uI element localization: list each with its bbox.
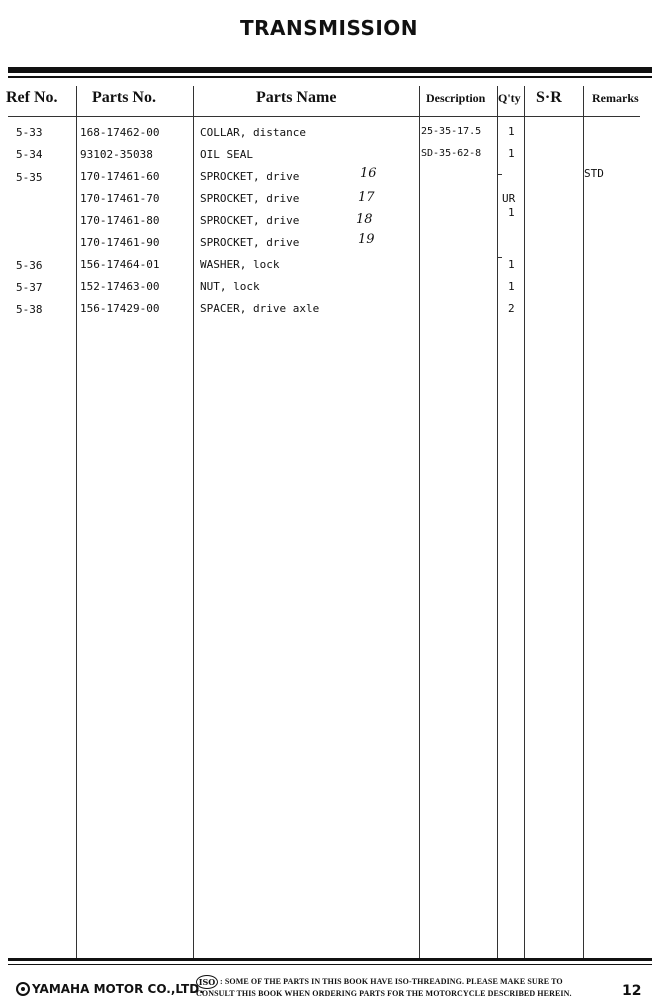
part-name-cell: SPROCKET, drive [200,170,300,183]
page-title: TRANSMISSION [239,16,419,40]
col-header-parts-no: Parts No. [92,89,156,106]
handwritten-size: 19 [358,232,375,247]
sprocket-group-bracket [497,174,502,258]
col-header-parts-name: Parts Name [256,89,337,106]
iso-note-line-2: CONSULT THIS BOOK WHEN ORDERING PARTS FOR THE MOTORCYCLE DESCRIBED HEREIN. [196,989,572,998]
handwritten-size: 18 [356,212,373,227]
ref-no-cell: 5-37 [16,281,43,294]
col-header-ref-no: Ref No. [6,89,58,106]
part-name-cell: SPROCKET, drive [200,236,300,249]
ref-no-cell: 5-36 [16,259,43,272]
col-header-qty: Q'ty [498,91,521,105]
handwritten-size: 16 [360,166,377,181]
description-cell: SD-35-62-8 [421,148,482,159]
qty-cell: 1 [508,280,515,293]
part-no-cell: 93102-35038 [80,148,153,161]
col-divider [76,86,77,958]
qty-cell: 1 [508,147,515,160]
handwritten-size: 17 [358,190,375,205]
header-thick-rule [8,67,652,73]
part-no-cell: 170-17461-70 [80,192,160,205]
company-name: YAMAHA MOTOR CO.,LTD. [32,982,204,996]
yamaha-emblem-icon [16,982,30,996]
col-header-sr: S·R [536,89,562,106]
header-thin-rule [8,76,652,78]
col-divider [193,86,194,958]
part-no-cell: 152-17463-00 [80,280,160,293]
part-no-cell: 170-17461-80 [80,214,160,227]
qty-cell: 1 [508,125,515,138]
iso-mark: ISO [196,975,218,989]
part-name-cell: SPROCKET, drive [200,214,300,227]
ref-no-cell: 5-33 [16,126,43,139]
ref-no-cell: 5-38 [16,303,43,316]
part-name-cell: WASHER, lock [200,258,280,271]
part-no-cell: 156-17464-01 [80,258,160,271]
qty-cell: 1 [508,206,515,219]
ref-no-cell: 5-35 [16,171,43,184]
qty-cell: 1 [508,258,515,271]
qty-cell: UR [502,192,516,205]
ref-no-cell: 5-34 [16,148,43,161]
page-number: 12 [622,983,642,999]
part-name-cell: SPROCKET, drive [200,192,300,205]
col-divider [583,86,584,958]
part-name-cell: SPACER, drive axle [200,302,320,315]
remarks-cell: STD [584,167,604,180]
col-header-remarks: Remarks [592,91,639,105]
qty-cell: 2 [508,302,515,315]
description-cell: 25-35-17.5 [421,126,482,137]
footer-thick-rule [8,958,652,961]
part-no-cell: 168-17462-00 [80,126,160,139]
col-divider [524,86,525,958]
footer-thin-rule [8,964,652,965]
part-name-cell: OIL SEAL [200,148,253,161]
part-no-cell: 170-17461-90 [80,236,160,249]
header-underline [8,116,640,117]
part-name-cell: COLLAR, distance [200,126,306,139]
col-divider [419,86,420,958]
part-name-cell: NUT, lock [200,280,260,293]
iso-note-line-1: : SOME OF THE PARTS IN THIS BOOK HAVE ISO-THREADING. PLEASE MAKE SURE TO [220,977,563,986]
company-logo [16,980,204,998]
part-no-cell: 156-17429-00 [80,302,160,315]
part-no-cell: 170-17461-60 [80,170,160,183]
col-header-description: Description [426,91,486,105]
